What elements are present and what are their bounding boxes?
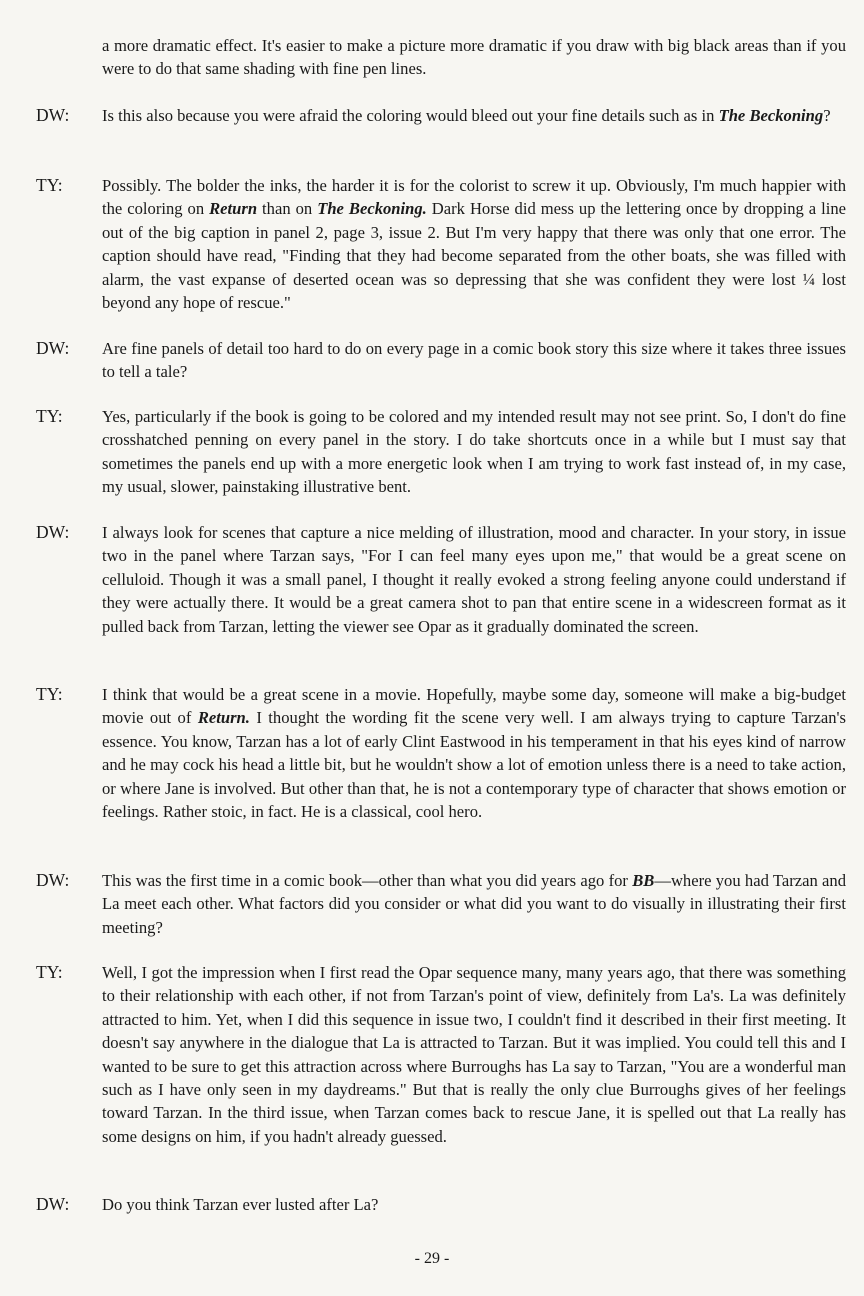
paragraph-text: I always look for scenes that capture a nice melding of illustration, mood and character. In your story, in issue two in the panel where Tarzan says, "For I can feel many eyes upon me," that would be a great scene on celluloid. Though it was a small panel, I thought it really evoked a strong feeling anyone could understand if they were actually there. It would be a great camera shot to pan that entire scene in a widescreen format as it pulled back from Tarzan, letting the viewer see Opar as it gradually dominated the screen. <box>102 523 846 636</box>
speaker-label: TY: <box>36 962 63 982</box>
italic-title: The Beckoning. <box>317 199 427 219</box>
paragraph-text: I think that would be a great scene in a movie. Hopefully, maybe some day, someone will make a big-budget movie out of Return. I thought the wording fit the scene very well. I am always trying to capture Tarzan's essence. You know, Tarzan has a lot of early Clint Eastwood in his temperament in that his eyes kind of narrow and he may cock his head a little bit, but he wouldn't show a lot of emotion unless there is a need to take action, or where Jane is involved. But other than that, he is not a contemporary type of character that shows emotion or feelings. Rather stoic, in fact. He is a classical, cool hero. <box>102 685 847 822</box>
speaker-label: DW: <box>36 338 70 358</box>
paragraph-text: Are fine panels of detail too hard to do on every page in a comic book story this size where it takes three issues to tell a tale? <box>102 339 846 382</box>
speaker-label: TY: <box>36 406 63 426</box>
paragraph-text: Do you think Tarzan ever lusted after La? <box>102 1195 379 1214</box>
speaker-label: DW: <box>36 1194 70 1214</box>
italic-title: Return. <box>197 708 250 728</box>
paragraph-text: This was the first time in a comic book—other than what you did years ago for BB—where you had Tarzan and La meet each other. What factors did you consider or what did you want to do visually in illustrating their first meeting? <box>102 871 846 937</box>
speaker-label: DW: <box>36 522 70 542</box>
paragraph-text: Well, I got the impression when I first read the Opar sequence many, many years ago, that there was something to their relationship with each other, if not from Tarzan's point of view, definitely from La's. La was definitely attracted to him. Yet, when I did this sequence in issue two, I couldn't find it described in their first meeting. It doesn't say anywhere in the dialogue that La is attracted to Tarzan. But it was implied. You could tell this and I wanted to be sure to get this attraction across where Burroughs has La say to Tarzan, "You are a wonderful man such as I have only seen in my daydreams." But that is really the only clue Burroughs gives of her feelings toward Tarzan. In the third issue, when Tarzan comes back to rescue Jane, it is spelled out that La really has some designs on him, if you hadn't already guessed. <box>102 963 846 1146</box>
speaker-label: DW: <box>36 870 70 890</box>
speaker-label: TY: <box>36 175 63 195</box>
paragraph-text: Possibly. The bolder the inks, the harder it is for the colorist to screw it up. Obviously, I'm much happier with the coloring on Return than on The Beckoning. Dark Horse did mess up the lettering once by dropping a line out of the big caption in panel 2, page 3, issue 2. But I'm very happy that there was only that one error. The caption should have read, "Finding that they had become separated from the other boats, she was filled with alarm, the vast expanse of deserted ocean was so depressing that she was confident they were lost ¼ lost beyond any hope of rescue." <box>102 176 846 313</box>
italic-title: Return <box>209 199 258 219</box>
speaker-label: TY: <box>36 684 63 704</box>
paragraph-text: Yes, particularly if the book is going to be colored and my intended result may not see print. So, I don't do fine crosshatched penning on every panel in the story. I do take shortcuts once in a while but I must say that sometimes the panels end up with a more energetic look when I am trying to work fast instead of, in my case, my usual, slower, painstaking illustrative bent. <box>102 407 846 497</box>
italic-title: BB <box>632 871 655 890</box>
paragraph-text: a more dramatic effect. It's easier to make a picture more dramatic if you draw with big black areas than if you were to do that same shading with fine pen lines. <box>102 36 846 79</box>
italic-title: The Beckoning <box>718 106 824 125</box>
speaker-label: DW: <box>36 105 70 125</box>
page-number: - 29 - <box>414 1250 450 1267</box>
paragraph-text: Is this also because you were afraid the coloring would bleed out your fine details such as in The Beckoning? <box>102 106 831 125</box>
